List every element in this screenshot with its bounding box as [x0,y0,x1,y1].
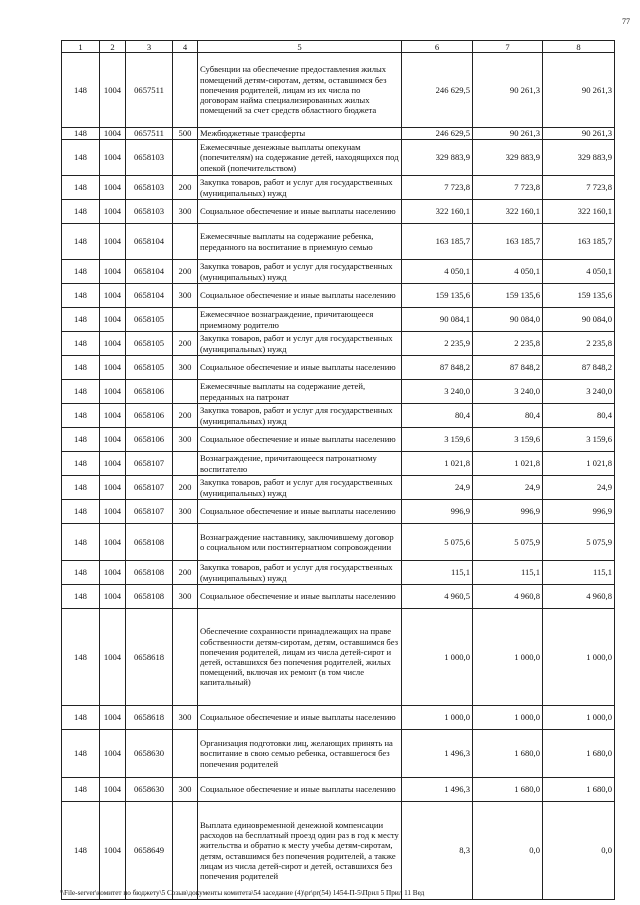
target-article-cell: 0658105 [126,308,173,332]
description-cell: Обеспечение сохранности принадлежащих на праве собственности детям-сиротам, детям, оставшимся без попечения родителей, лицам из числа детей-сирот и детей, оставшихся без попечения родителей, жилых помещений, включая их ремонт (в том числе капитальный) [198,609,402,706]
section-code-cell: 1004 [100,128,126,140]
ministry-code-cell: 148 [62,706,100,730]
ministry-code-cell: 148 [62,380,100,404]
description-cell: Ежемесячное вознаграждение, причитающееся приемному родителю [198,308,402,332]
expense-type-cell: 200 [173,561,198,585]
target-article-cell: 0658108 [126,524,173,561]
section-code-cell: 1004 [100,730,126,778]
amount-col7-cell: 80,4 [473,404,543,428]
expense-type-cell: 300 [173,200,198,224]
ministry-code-cell: 148 [62,308,100,332]
amount-col7-cell: 3 240,0 [473,380,543,404]
table-row [62,176,615,200]
target-article-cell: 0658104 [126,224,173,260]
amount-col8-cell: 163 185,7 [543,224,615,260]
table-row [62,730,615,778]
expense-type-cell: 300 [173,706,198,730]
target-article-cell: 0658618 [126,609,173,706]
expense-type-cell [173,609,198,706]
amount-col6-cell: 1 000,0 [402,609,473,706]
description-cell: Субвенции на обеспечение предоставления жилых помещений детям-сиротам, детям, оставшимся без попечения родителей, лицам из их числа по договорам найма специализированных жилых помещений за счет средств областного бюджета [198,53,402,128]
section-code-cell: 1004 [100,332,126,356]
amount-col8-cell: 322 160,1 [543,200,615,224]
amount-col7-cell: 1 000,0 [473,706,543,730]
amount-col8-cell: 87 848,2 [543,356,615,380]
amount-col8-cell: 115,1 [543,561,615,585]
section-code-cell: 1004 [100,380,126,404]
section-code-cell: 1004 [100,452,126,476]
expense-type-cell: 300 [173,778,198,802]
amount-col7-cell: 3 159,6 [473,428,543,452]
table-row [62,308,615,332]
amount-col6-cell: 2 235,9 [402,332,473,356]
target-article-cell: 0658107 [126,500,173,524]
section-code-cell: 1004 [100,585,126,609]
description-cell: Ежемесячные выплаты на содержание детей, переданных на патронат [198,380,402,404]
ministry-code-cell: 148 [62,730,100,778]
description-cell: Ежемесячные выплаты на содержание ребенка, переданного на воспитание в приемную семью [198,224,402,260]
amount-col8-cell: 1 680,0 [543,778,615,802]
expense-type-cell [173,802,198,900]
amount-col6-cell: 1 496,3 [402,730,473,778]
amount-col7-cell: 90 261,3 [473,128,543,140]
amount-col6-cell: 1 021,8 [402,452,473,476]
expense-type-cell [173,524,198,561]
amount-col8-cell: 1 680,0 [543,730,615,778]
expense-type-cell: 200 [173,404,198,428]
header-cell: 6 [402,41,473,53]
amount-col6-cell: 329 883,9 [402,140,473,176]
amount-col6-cell: 115,1 [402,561,473,585]
amount-col7-cell: 115,1 [473,561,543,585]
amount-col7-cell: 1 680,0 [473,778,543,802]
amount-col7-cell: 4 960,8 [473,585,543,609]
amount-col6-cell: 3 159,6 [402,428,473,452]
table-row [62,332,615,356]
ministry-code-cell: 148 [62,128,100,140]
amount-col8-cell: 2 235,8 [543,332,615,356]
section-code-cell: 1004 [100,561,126,585]
amount-col7-cell: 90 261,3 [473,53,543,128]
table-row [62,260,615,284]
header-cell: 5 [198,41,402,53]
ministry-code-cell: 148 [62,476,100,500]
amount-col6-cell: 24,9 [402,476,473,500]
section-code-cell: 1004 [100,609,126,706]
target-article-cell: 0658104 [126,260,173,284]
amount-col6-cell: 159 135,6 [402,284,473,308]
ministry-code-cell: 148 [62,561,100,585]
target-article-cell: 0658106 [126,404,173,428]
table-row [62,609,615,706]
table-row [62,200,615,224]
amount-col7-cell: 1 021,8 [473,452,543,476]
amount-col8-cell: 5 075,9 [543,524,615,561]
amount-col8-cell: 80,4 [543,404,615,428]
ministry-code-cell: 148 [62,140,100,176]
description-cell: Закупка товаров, работ и услуг для государственных (муниципальных) нужд [198,176,402,200]
table-row [62,802,615,900]
description-cell: Социальное обеспечение и иные выплаты населению [198,200,402,224]
section-code-cell: 1004 [100,706,126,730]
description-cell: Социальное обеспечение и иные выплаты населению [198,585,402,609]
expense-type-cell: 300 [173,356,198,380]
target-article-cell: 0658106 [126,380,173,404]
target-article-cell: 0658107 [126,476,173,500]
amount-col6-cell: 3 240,0 [402,380,473,404]
ministry-code-cell: 148 [62,260,100,284]
ministry-code-cell: 148 [62,452,100,476]
ministry-code-cell: 148 [62,500,100,524]
section-code-cell: 1004 [100,308,126,332]
amount-col6-cell: 322 160,1 [402,200,473,224]
section-code-cell: 1004 [100,260,126,284]
ministry-code-cell: 148 [62,585,100,609]
ministry-code-cell: 148 [62,356,100,380]
description-cell: Социальное обеспечение и иные выплаты населению [198,778,402,802]
amount-col8-cell: 3 240,0 [543,380,615,404]
target-article-cell: 0658108 [126,585,173,609]
table-row [62,356,615,380]
expense-type-cell [173,452,198,476]
section-code-cell: 1004 [100,428,126,452]
expense-type-cell [173,140,198,176]
expense-type-cell: 300 [173,284,198,308]
amount-col8-cell: 24,9 [543,476,615,500]
section-code-cell: 1004 [100,176,126,200]
amount-col6-cell: 996,9 [402,500,473,524]
table-row [62,404,615,428]
amount-col6-cell: 8,3 [402,802,473,900]
ministry-code-cell: 148 [62,200,100,224]
ministry-code-cell: 148 [62,778,100,802]
section-code-cell: 1004 [100,802,126,900]
table-row [62,428,615,452]
description-cell: Социальное обеспечение и иные выплаты населению [198,706,402,730]
expense-type-cell [173,308,198,332]
table-row [62,128,615,140]
ministry-code-cell: 148 [62,404,100,428]
file-path-footer: \\File-server\комитет по бюджету\5 Созыв\документы комитета\54 заседание (4)\pr\pr(54) 1454-П-5\Прил 5 Прил 11 Вед [60,889,425,897]
amount-col6-cell: 4 960,5 [402,585,473,609]
header-cell: 7 [473,41,543,53]
target-article-cell: 0658103 [126,140,173,176]
target-article-cell: 0658105 [126,332,173,356]
expense-type-cell: 200 [173,260,198,284]
amount-col6-cell: 87 848,2 [402,356,473,380]
table-row [62,585,615,609]
ministry-code-cell: 148 [62,332,100,356]
description-cell: Выплата единовременной денежной компенсации расходов на бесплатный проезд один раз в год к месту жительства и обратно к месту учебы детям-сиротам, детям, оставшимся без попечения родителей, а также лицам из числа детей-сирот и детей, оставшихся без попечения родителей [198,802,402,900]
description-cell: Закупка товаров, работ и услуг для государственных (муниципальных) нужд [198,476,402,500]
amount-col7-cell: 1 000,0 [473,609,543,706]
description-cell: Закупка товаров, работ и услуг для государственных (муниципальных) нужд [198,260,402,284]
amount-col7-cell: 90 084,0 [473,308,543,332]
description-cell: Межбюджетные трансферты [198,128,402,140]
amount-col8-cell: 90 261,3 [543,53,615,128]
description-cell: Организация подготовки лиц, желающих принять на воспитание в свою семью ребенка, оставшегося без попечения родителей [198,730,402,778]
description-cell: Социальное обеспечение и иные выплаты населению [198,356,402,380]
section-code-cell: 1004 [100,356,126,380]
target-article-cell: 0658618 [126,706,173,730]
amount-col8-cell: 3 159,6 [543,428,615,452]
expense-type-cell [173,380,198,404]
amount-col8-cell: 4 960,8 [543,585,615,609]
amount-col7-cell: 87 848,2 [473,356,543,380]
description-cell: Социальное обеспечение и иные выплаты населению [198,428,402,452]
amount-col8-cell: 159 135,6 [543,284,615,308]
amount-col8-cell: 329 883,9 [543,140,615,176]
target-article-cell: 0657511 [126,53,173,128]
target-article-cell: 0658630 [126,778,173,802]
amount-col7-cell: 996,9 [473,500,543,524]
amount-col7-cell: 322 160,1 [473,200,543,224]
section-code-cell: 1004 [100,140,126,176]
amount-col8-cell: 4 050,1 [543,260,615,284]
table-row [62,224,615,260]
amount-col7-cell: 2 235,8 [473,332,543,356]
description-cell: Закупка товаров, работ и услуг для государственных (муниципальных) нужд [198,561,402,585]
table-row [62,706,615,730]
ministry-code-cell: 148 [62,176,100,200]
target-article-cell: 0657511 [126,128,173,140]
amount-col6-cell: 5 075,6 [402,524,473,561]
table-row [62,500,615,524]
amount-col7-cell: 329 883,9 [473,140,543,176]
header-cell: 8 [543,41,615,53]
description-cell: Закупка товаров, работ и услуг для государственных (муниципальных) нужд [198,332,402,356]
amount-col6-cell: 1 496,3 [402,778,473,802]
amount-col6-cell: 80,4 [402,404,473,428]
header-cell: 3 [126,41,173,53]
amount-col7-cell: 1 680,0 [473,730,543,778]
description-cell: Закупка товаров, работ и услуг для государственных (муниципальных) нужд [198,404,402,428]
description-cell: Вознаграждение, причитающееся патронатному воспитателю [198,452,402,476]
target-article-cell: 0658630 [126,730,173,778]
target-article-cell: 0658105 [126,356,173,380]
description-cell: Ежемесячные денежные выплаты опекунам (попечителям) на содержание детей, находящихся под опекой (попечительством) [198,140,402,176]
table-row [62,452,615,476]
amount-col8-cell: 996,9 [543,500,615,524]
amount-col7-cell: 4 050,1 [473,260,543,284]
expense-type-cell [173,53,198,128]
amount-col8-cell: 1 000,0 [543,609,615,706]
target-article-cell: 0658103 [126,200,173,224]
amount-col8-cell: 90 261,3 [543,128,615,140]
expense-type-cell: 300 [173,500,198,524]
table-row [62,53,615,128]
amount-col7-cell: 5 075,9 [473,524,543,561]
section-code-cell: 1004 [100,404,126,428]
description-cell: Социальное обеспечение и иные выплаты населению [198,500,402,524]
expense-type-cell: 200 [173,476,198,500]
amount-col8-cell: 90 084,0 [543,308,615,332]
amount-col7-cell: 24,9 [473,476,543,500]
ministry-code-cell: 148 [62,224,100,260]
ministry-code-cell: 148 [62,53,100,128]
amount-col7-cell: 7 723,8 [473,176,543,200]
expense-type-cell: 300 [173,585,198,609]
budget-table [61,40,615,900]
ministry-code-cell: 148 [62,524,100,561]
amount-col7-cell: 0,0 [473,802,543,900]
amount-col8-cell: 1 021,8 [543,452,615,476]
amount-col8-cell: 0,0 [543,802,615,900]
ministry-code-cell: 148 [62,609,100,706]
expense-type-cell: 200 [173,332,198,356]
section-code-cell: 1004 [100,224,126,260]
section-code-cell: 1004 [100,524,126,561]
target-article-cell: 0658108 [126,561,173,585]
amount-col6-cell: 246 629,5 [402,128,473,140]
table-row [62,476,615,500]
section-code-cell: 1004 [100,200,126,224]
target-article-cell: 0658649 [126,802,173,900]
expense-type-cell: 200 [173,176,198,200]
amount-col8-cell: 7 723,8 [543,176,615,200]
amount-col7-cell: 163 185,7 [473,224,543,260]
amount-col6-cell: 90 084,1 [402,308,473,332]
ministry-code-cell: 148 [62,284,100,308]
amount-col6-cell: 163 185,7 [402,224,473,260]
table-row [62,380,615,404]
expense-type-cell: 300 [173,428,198,452]
description-cell: Социальное обеспечение и иные выплаты населению [198,284,402,308]
expense-type-cell [173,224,198,260]
description-cell: Вознаграждение наставнику, заключившему договор о социальном или постинтернатном сопровождении [198,524,402,561]
amount-col6-cell: 4 050,1 [402,260,473,284]
ministry-code-cell: 148 [62,802,100,900]
amount-col7-cell: 159 135,6 [473,284,543,308]
amount-col6-cell: 7 723,8 [402,176,473,200]
table-row [62,561,615,585]
target-article-cell: 0658103 [126,176,173,200]
header-cell: 1 [62,41,100,53]
section-code-cell: 1004 [100,778,126,802]
table-row [62,284,615,308]
amount-col6-cell: 246 629,5 [402,53,473,128]
section-code-cell: 1004 [100,500,126,524]
section-code-cell: 1004 [100,53,126,128]
header-cell: 4 [173,41,198,53]
target-article-cell: 0658107 [126,452,173,476]
table-header-row [62,41,615,53]
page-number: 77 [622,17,630,26]
target-article-cell: 0658106 [126,428,173,452]
header-cell: 2 [100,41,126,53]
table-row [62,778,615,802]
section-code-cell: 1004 [100,476,126,500]
table-row [62,140,615,176]
amount-col8-cell: 1 000,0 [543,706,615,730]
section-code-cell: 1004 [100,284,126,308]
target-article-cell: 0658104 [126,284,173,308]
expense-type-cell [173,730,198,778]
table-row [62,524,615,561]
amount-col6-cell: 1 000,0 [402,706,473,730]
expense-type-cell: 500 [173,128,198,140]
ministry-code-cell: 148 [62,428,100,452]
